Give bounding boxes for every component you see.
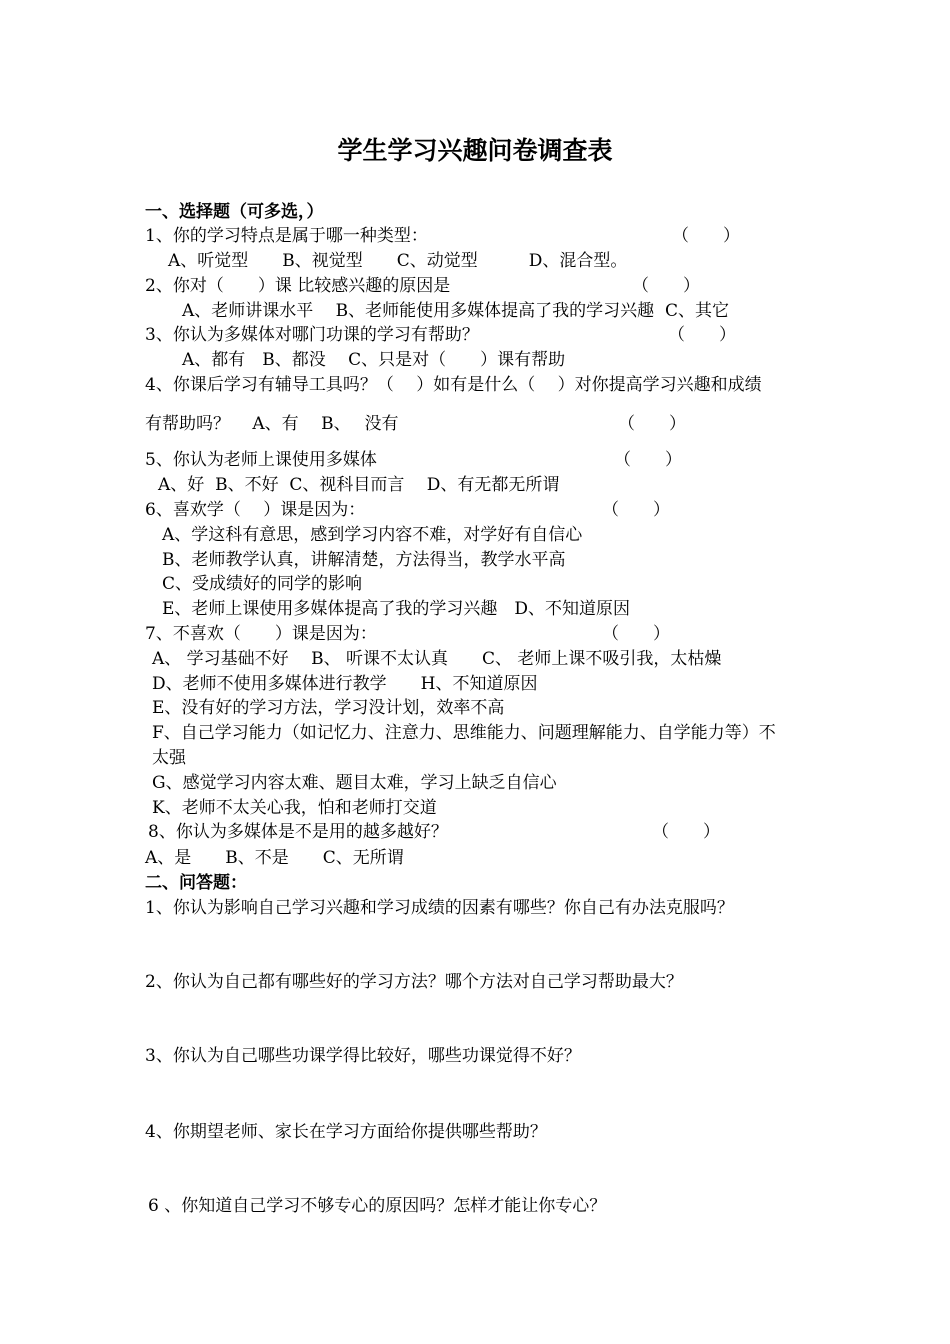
- answer-blank-5[interactable]: （ ）: [614, 450, 682, 470]
- question-6-option: E、老师上课使用多媒体提高了我的学习兴趣 D、不知道原因: [162, 599, 631, 619]
- open-question: 4、你期望老师、家长在学习方面给你提供哪些帮助？: [145, 1122, 547, 1142]
- question-2-options: A、老师讲课水平 B、老师能使用多媒体提高了我的学习兴趣 C、其它: [182, 301, 729, 321]
- page-title: 学生学习兴趣问卷调查表: [337, 136, 613, 165]
- open-question: 3、你认为自己哪些功课学得比较好，哪些功课觉得不好？: [145, 1046, 581, 1066]
- question-4: 4、你课后学习有辅导工具吗？（ ）如有是什么（ ）对你提高学习兴趣和成绩: [145, 375, 762, 395]
- question-7-option: A、 学习基础不好 B、 听课不太认真 C、 老师上课不吸引我，太枯燥: [152, 649, 722, 669]
- question-7-option: 太强: [152, 748, 186, 768]
- question-1-options: A、听觉型 B、视觉型 C、动觉型 D、混合型。: [168, 251, 628, 271]
- question-5-options: A、好 B、不好 C、视科目而言 D、有无都无所谓: [158, 475, 560, 495]
- question-1: 1、你的学习特点是属于哪一种类型：: [145, 226, 428, 246]
- question-7-option: E、没有好的学习方法，学习没计划，效率不高: [152, 698, 505, 718]
- open-question: 6 、你知道自己学习不够专心的原因吗？怎样才能让你专心？: [148, 1196, 607, 1216]
- question-7-option: G、感觉学习内容太难、题目太难，学习上缺乏自信心: [152, 773, 557, 793]
- question-6: 6、喜欢学（ ）课是因为：: [145, 500, 366, 520]
- question-6-option: C、受成绩好的同学的影响: [162, 574, 363, 594]
- question-7-option: F、自己学习能力（如记忆力、注意力、思维能力、问题理解能力、自学能力等）不: [152, 723, 776, 743]
- open-question: 2、你认为自己都有哪些好的学习方法？哪个方法对自己学习帮助最大？: [145, 972, 683, 992]
- open-question: 1、你认为影响自己学习兴趣和学习成绩的因素有哪些？你自己有办法克服吗？: [145, 898, 734, 918]
- answer-blank-3[interactable]: （ ）: [668, 325, 736, 345]
- question-7-option: D、老师不使用多媒体进行教学 H、不知道原因: [152, 674, 538, 694]
- question-5: 5、你认为老师上课使用多媒体: [145, 450, 377, 470]
- answer-blank-7[interactable]: （ ）: [602, 624, 670, 644]
- question-8-options: A、是 B、不是 C、无所谓: [145, 848, 404, 868]
- question-8: 8、你认为多媒体是不是用的越多越好？: [148, 822, 448, 842]
- question-4-continued: 有帮助吗？ A、有 B、 没有: [145, 414, 399, 434]
- question-2: 2、你对（ ）课 比较感兴趣的原因是: [145, 276, 451, 296]
- question-7-option: K、老师不太关心我，怕和老师打交道: [152, 798, 437, 818]
- section-heading-choice: 一、选择题（可多选，）: [145, 202, 324, 222]
- answer-blank-2[interactable]: （ ）: [632, 276, 700, 296]
- answer-blank-1[interactable]: （ ）: [672, 226, 740, 246]
- question-6-option: B、老师教学认真，讲解清楚，方法得当，教学水平高: [162, 550, 566, 570]
- question-7: 7、不喜欢（ ）课是因为：: [145, 624, 377, 644]
- answer-blank-4[interactable]: （ ）: [618, 414, 686, 434]
- answer-blank-8[interactable]: （ ）: [652, 822, 720, 842]
- question-3-options: A、都有 B、都没 C、只是对（ ）课有帮助: [182, 350, 566, 370]
- question-3: 3、你认为多媒体对哪门功课的学习有帮助？: [145, 325, 479, 345]
- answer-blank-6[interactable]: （ ）: [602, 500, 670, 520]
- section-heading-open: 二、问答题：: [145, 873, 247, 893]
- question-6-option: A、学这科有意思，感到学习内容不难，对学好有自信心: [162, 525, 583, 545]
